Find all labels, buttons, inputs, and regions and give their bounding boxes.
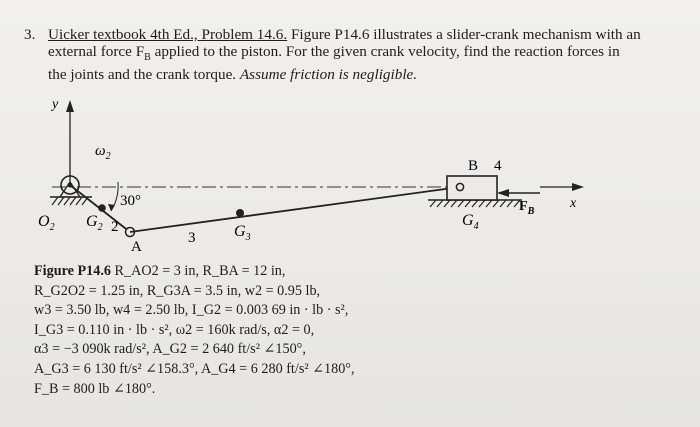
fb-subscript: B — [527, 206, 535, 217]
o2-letter: O — [38, 213, 50, 230]
problem-text-line2-rest: applied to the piston. For the given crank velocity, find the reaction forces in — [150, 43, 620, 60]
figure-line3: w3 = 3.50 lb, w4 = 2.50 lb, I_G2 = 0.003 69 in · lb · s², — [34, 302, 349, 319]
problem-text-line3: the joints and the crank torque. — [48, 66, 240, 84]
y-axis-arrow-icon — [66, 100, 74, 112]
connecting-rod-3 — [130, 187, 460, 232]
omega-subscript: 2 — [105, 151, 111, 162]
fb-letter: F — [519, 199, 528, 214]
g4-letter: G — [462, 212, 474, 229]
o2-subscript: 2 — [49, 222, 55, 233]
problem-number: 3. — [24, 26, 36, 43]
figure-line7: F_B = 800 lb ∠180°. — [34, 380, 156, 397]
joint-b — [456, 183, 463, 190]
fb-label — [519, 199, 535, 217]
o2-label — [38, 213, 55, 233]
angle-label: 30° — [120, 193, 141, 209]
problem-source: Uicker textbook 4th Ed., Problem 14.6. — [48, 26, 288, 43]
figure-data-block — [34, 262, 454, 399]
omega-symbol: ω — [95, 143, 106, 159]
g3-subscript: 3 — [245, 232, 251, 243]
figure-line4: I_G3 = 0.110 in · lb · s², ω2 = 160k rad/s, α2 = 0, — [34, 321, 315, 338]
slider-guide-hatch — [430, 200, 520, 207]
figure-line2: R_G2O2 = 1.25 in, R_G3A = 3.5 in, w2 = 0.95 lb, — [34, 282, 321, 299]
problem-assumption: Assume friction is negligible. — [239, 66, 418, 84]
omega2-label — [95, 143, 111, 162]
figure-line1-text: R_AO2 = 3 in, R_BA = 12 in, — [114, 263, 286, 279]
point-a-label: A — [131, 239, 142, 255]
g3-label — [234, 223, 251, 243]
g4-subscript: 4 — [473, 221, 479, 232]
problem-text-line2: external force F — [48, 43, 145, 60]
g2-subscript: 2 — [97, 222, 103, 233]
g2-label — [86, 213, 103, 233]
problem-text-line1: Figure P14.6 illustrates a slider-crank mechanism with an — [287, 26, 641, 43]
y-axis-label: y — [52, 97, 59, 112]
figure-line1 — [34, 262, 454, 282]
g4-label — [462, 212, 479, 232]
figure-caption: Figure P14.6 — [34, 263, 111, 279]
slider-block-4 — [447, 176, 497, 200]
link-3-label: 3 — [188, 230, 196, 246]
point-b-label: B — [468, 158, 479, 174]
force-fb-arrow-icon — [497, 189, 509, 197]
g3-center-of-mass — [236, 209, 244, 217]
g2-letter: G — [86, 213, 98, 230]
x-axis-label: x — [570, 196, 577, 211]
g2-center-of-mass — [98, 204, 106, 212]
problem-text-line2-sub: B — [144, 52, 151, 64]
g3-letter: G — [234, 223, 246, 240]
figure-line5: α3 = −3 090k rad/s², A_G2 = 2 640 ft/s² ∠150°, — [34, 341, 306, 358]
x-axis-arrow-icon — [572, 183, 584, 191]
link-4-label: 4 — [494, 158, 502, 174]
link-2-label: 2 — [111, 219, 119, 235]
ground-o2-hatch — [52, 197, 88, 205]
figure-line6: A_G3 = 6 130 ft/s² ∠158.3°, A_G4 = 6 280 ft/s² ∠180°, — [34, 360, 355, 377]
angle-arrow-icon — [108, 204, 115, 211]
